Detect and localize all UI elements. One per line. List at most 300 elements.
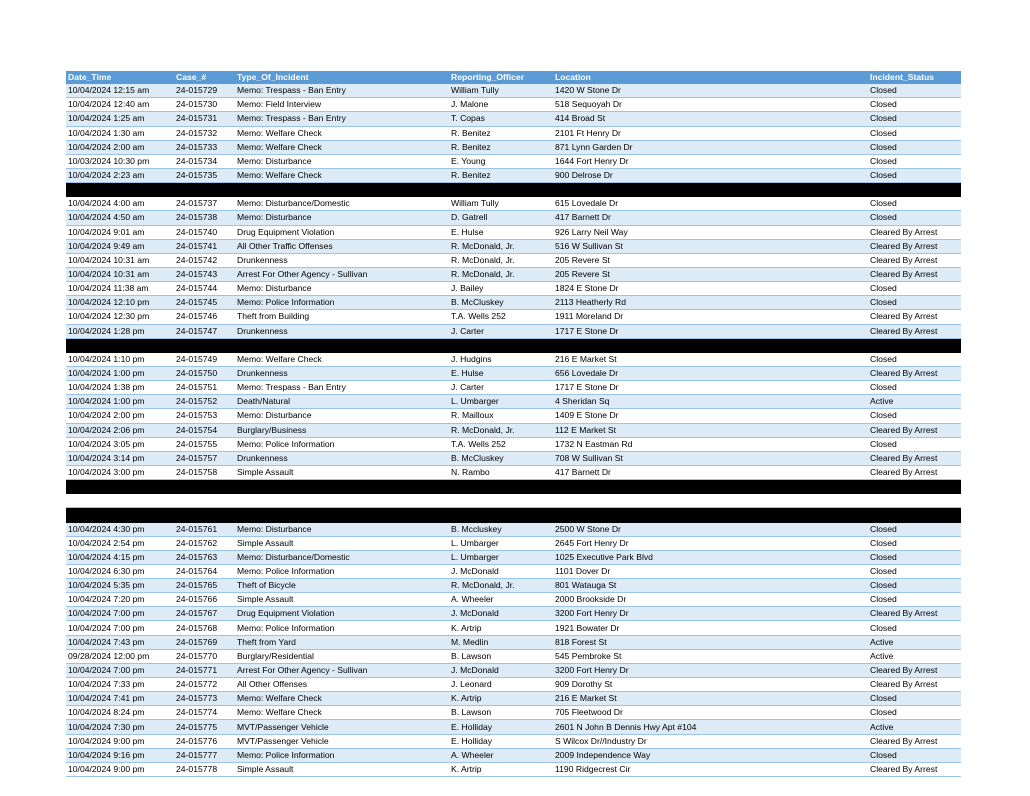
cell-location: 1644 Fort Henry Dr [553, 154, 868, 168]
cell-incident-status: Cleared By Arrest [868, 253, 961, 267]
cell-type-of-incident: Arrest For Other Agency - Sullivan [235, 267, 449, 281]
cell-incident-status: Closed [868, 211, 961, 225]
cell-reporting-officer: A. Wheeler [449, 593, 553, 607]
cell-location: 205 Revere St [553, 253, 868, 267]
cell-location: 216 E Market St [553, 692, 868, 706]
table-row [66, 706, 961, 720]
cell-incident-status: Closed [868, 296, 961, 310]
cell-reporting-officer: R. McDonald, Jr. [449, 579, 553, 593]
table-row [66, 621, 961, 635]
cell-incident-status: Cleared By Arrest [868, 225, 961, 239]
cell-incident-status: Closed [868, 621, 961, 635]
cell-type-of-incident: Theft of Bicycle [235, 579, 449, 593]
cell-location: 4 Sheridan Sq [553, 395, 868, 409]
cell-reporting-officer: L. Umbarger [449, 536, 553, 550]
cell-date-time: 10/04/2024 7:33 pm [66, 678, 174, 692]
cell-reporting-officer: J. Carter [449, 381, 553, 395]
cell-type-of-incident: Drunkenness [235, 366, 449, 380]
cell-reporting-officer: E. Young [449, 154, 553, 168]
cell-case-number: 24-015753 [174, 409, 235, 423]
empty-cell [174, 508, 235, 522]
cell-location: 2101 Ft Henry Dr [553, 126, 868, 140]
cell-case-number: 24-015746 [174, 310, 235, 324]
cell-case-number: 24-015766 [174, 593, 235, 607]
cell-date-time: 10/04/2024 9:49 am [66, 239, 174, 253]
cell-incident-status: Closed [868, 593, 961, 607]
cell-location: 1025 Executive Park Blvd [553, 550, 868, 564]
cell-incident-status: Closed [868, 748, 961, 762]
separator-row [66, 480, 961, 494]
cell-incident-status: Active [868, 395, 961, 409]
empty-cell [449, 508, 553, 522]
cell-case-number: 24-015751 [174, 381, 235, 395]
cell-case-number: 24-015778 [174, 762, 235, 776]
cell-location: 1717 E Stone Dr [553, 324, 868, 338]
cell-incident-status: Cleared By Arrest [868, 607, 961, 621]
cell-incident-status: Cleared By Arrest [868, 267, 961, 281]
cell-incident-status: Cleared By Arrest [868, 465, 961, 479]
cell-case-number: 24-015749 [174, 352, 235, 366]
cell-reporting-officer: William Tully [449, 197, 553, 211]
empty-cell [235, 480, 449, 494]
cell-reporting-officer: R. Benitez [449, 126, 553, 140]
cell-type-of-incident: Drug Equipment Violation [235, 607, 449, 621]
header-row [66, 71, 961, 84]
cell-type-of-incident: Memo: Disturbance [235, 282, 449, 296]
cell-date-time: 10/04/2024 12:10 pm [66, 296, 174, 310]
table-row [66, 168, 961, 182]
cell-location: 656 Lovedale Dr [553, 366, 868, 380]
cell-date-time: 10/04/2024 11:38 am [66, 282, 174, 296]
table-row [66, 748, 961, 762]
cell-reporting-officer: William Tully [449, 84, 553, 98]
cell-reporting-officer: J. Malone [449, 98, 553, 112]
table-row [66, 607, 961, 621]
cell-reporting-officer: J. Bailey [449, 282, 553, 296]
table-row [66, 310, 961, 324]
cell-type-of-incident: Burglary/Residential [235, 649, 449, 663]
cell-incident-status: Closed [868, 140, 961, 154]
empty-cell [553, 480, 868, 494]
cell-reporting-officer: J. McDonald [449, 607, 553, 621]
cell-type-of-incident: Memo: Welfare Check [235, 692, 449, 706]
cell-reporting-officer: J. Carter [449, 324, 553, 338]
cell-case-number: 24-015764 [174, 564, 235, 578]
cell-reporting-officer: T. Copas [449, 112, 553, 126]
cell-incident-status: Cleared By Arrest [868, 366, 961, 380]
cell-type-of-incident: MVT/Passenger Vehicle [235, 720, 449, 734]
cell-date-time: 10/04/2024 7:41 pm [66, 692, 174, 706]
cell-reporting-officer: E. Holliday [449, 734, 553, 748]
table-body [66, 84, 961, 776]
header-location: Location [555, 72, 591, 83]
table-row [66, 381, 961, 395]
cell-case-number: 24-015747 [174, 324, 235, 338]
cell-case-number: 24-015738 [174, 211, 235, 225]
cell-type-of-incident: Memo: Disturbance [235, 522, 449, 536]
cell-location: 2000 Brookside Dr [553, 593, 868, 607]
cell-type-of-incident: Theft from Yard [235, 635, 449, 649]
cell-reporting-officer: E. Holliday [449, 720, 553, 734]
cell-location: 205 Revere St [553, 267, 868, 281]
table-row [66, 267, 961, 281]
cell-reporting-officer: J. Leonard [449, 678, 553, 692]
cell-incident-status: Cleared By Arrest [868, 451, 961, 465]
cell-location: 2601 N John B Dennis Hwy Apt #104 [553, 720, 868, 734]
table-row [66, 692, 961, 706]
cell-date-time: 10/04/2024 7:20 pm [66, 593, 174, 607]
cell-type-of-incident: Death/Natural [235, 395, 449, 409]
cell-incident-status: Closed [868, 154, 961, 168]
cell-incident-status: Cleared By Arrest [868, 324, 961, 338]
cell-date-time: 10/04/2024 7:30 pm [66, 720, 174, 734]
cell-location: 417 Barnett Dr [553, 465, 868, 479]
cell-date-time: 10/04/2024 5:35 pm [66, 579, 174, 593]
header-case-number: Case_# [176, 72, 207, 83]
cell-type-of-incident: Burglary/Business [235, 423, 449, 437]
cell-date-time: 10/03/2024 10:30 pm [66, 154, 174, 168]
cell-type-of-incident: All Other Offenses [235, 678, 449, 692]
empty-cell [868, 480, 961, 494]
cell-case-number: 24-015763 [174, 550, 235, 564]
blank-row [66, 494, 961, 508]
cell-incident-status: Closed [868, 692, 961, 706]
cell-type-of-incident: Memo: Disturbance [235, 409, 449, 423]
cell-type-of-incident: All Other Traffic Offenses [235, 239, 449, 253]
cell-incident-status: Cleared By Arrest [868, 310, 961, 324]
cell-date-time: 10/04/2024 7:00 pm [66, 607, 174, 621]
table-row [66, 720, 961, 734]
cell-date-time: 10/04/2024 3:14 pm [66, 451, 174, 465]
cell-location: 1101 Dover Dr [553, 564, 868, 578]
cell-case-number: 24-015769 [174, 635, 235, 649]
table-row [66, 437, 961, 451]
cell-location: 216 E Market St [553, 352, 868, 366]
cell-reporting-officer: J. McDonald [449, 663, 553, 677]
cell-location: 1190 Ridgecrest Cir [553, 762, 868, 776]
cell-case-number: 24-015744 [174, 282, 235, 296]
table-row [66, 282, 961, 296]
cell-reporting-officer: T.A. Wells 252 [449, 310, 553, 324]
cell-type-of-incident: Memo: Police Information [235, 748, 449, 762]
cell-location: 2009 Independence Way [553, 748, 868, 762]
empty-cell [174, 338, 235, 352]
separator-row [66, 338, 961, 352]
cell-location: 1409 E Stone Dr [553, 409, 868, 423]
cell-location: 3200 Fort Henry Dr [553, 607, 868, 621]
cell-type-of-incident: Drug Equipment Violation [235, 225, 449, 239]
empty-cell [449, 183, 553, 197]
empty-cell [66, 508, 174, 522]
cell-date-time: 10/04/2024 3:00 pm [66, 465, 174, 479]
cell-location: 1824 E Stone Dr [553, 282, 868, 296]
empty-cell [235, 338, 449, 352]
cell-case-number: 24-015750 [174, 366, 235, 380]
cell-type-of-incident: Memo: Disturbance/Domestic [235, 197, 449, 211]
cell-type-of-incident: Memo: Trespass - Ban Entry [235, 112, 449, 126]
cell-case-number: 24-015732 [174, 126, 235, 140]
cell-date-time: 10/04/2024 9:00 pm [66, 734, 174, 748]
cell-reporting-officer: B. Mccluskey [449, 522, 553, 536]
cell-location: 1921 Bowater Dr [553, 621, 868, 635]
cell-location: 516 W Sullivan St [553, 239, 868, 253]
cell-incident-status: Closed [868, 98, 961, 112]
cell-location: 926 Larry Neil Way [553, 225, 868, 239]
cell-case-number: 24-015767 [174, 607, 235, 621]
cell-incident-status: Closed [868, 352, 961, 366]
table-row [66, 649, 961, 663]
cell-type-of-incident: Memo: Police Information [235, 621, 449, 635]
empty-cell [174, 183, 235, 197]
cell-case-number: 24-015730 [174, 98, 235, 112]
empty-cell [174, 494, 235, 508]
cell-incident-status: Closed [868, 536, 961, 550]
cell-location: 909 Dorothy St [553, 678, 868, 692]
cell-incident-status: Closed [868, 550, 961, 564]
cell-date-time: 10/04/2024 1:00 pm [66, 366, 174, 380]
empty-cell [868, 494, 961, 508]
cell-type-of-incident: Memo: Welfare Check [235, 706, 449, 720]
cell-reporting-officer: R. Benitez [449, 140, 553, 154]
cell-type-of-incident: Memo: Welfare Check [235, 140, 449, 154]
cell-location: 1732 N Eastman Rd [553, 437, 868, 451]
cell-reporting-officer: K. Artrip [449, 621, 553, 635]
cell-case-number: 24-015772 [174, 678, 235, 692]
cell-location: S Wilcox Dr//Industry Dr [553, 734, 868, 748]
cell-reporting-officer: R. McDonald, Jr. [449, 267, 553, 281]
cell-date-time: 10/04/2024 2:54 pm [66, 536, 174, 550]
cell-location: 545 Pembroke St [553, 649, 868, 663]
cell-reporting-officer: R. Mailloux [449, 409, 553, 423]
cell-type-of-incident: Memo: Disturbance/Domestic [235, 550, 449, 564]
cell-date-time: 10/04/2024 1:10 pm [66, 352, 174, 366]
cell-location: 1717 E Stone Dr [553, 381, 868, 395]
cell-reporting-officer: J. McDonald [449, 564, 553, 578]
cell-date-time: 10/04/2024 9:00 pm [66, 762, 174, 776]
cell-case-number: 24-015735 [174, 168, 235, 182]
cell-reporting-officer: R. McDonald, Jr. [449, 423, 553, 437]
cell-case-number: 24-015777 [174, 748, 235, 762]
cell-incident-status: Active [868, 649, 961, 663]
cell-date-time: 10/04/2024 6:30 pm [66, 564, 174, 578]
cell-reporting-officer: R. Benitez [449, 168, 553, 182]
cell-location: 414 Broad St [553, 112, 868, 126]
cell-location: 900 Delrose Dr [553, 168, 868, 182]
cell-reporting-officer: K. Artrip [449, 692, 553, 706]
table-row [66, 550, 961, 564]
cell-type-of-incident: Drunkenness [235, 324, 449, 338]
cell-date-time: 10/04/2024 2:23 am [66, 168, 174, 182]
cell-reporting-officer: R. McDonald, Jr. [449, 253, 553, 267]
cell-date-time: 10/04/2024 8:24 pm [66, 706, 174, 720]
cell-case-number: 24-015758 [174, 465, 235, 479]
cell-case-number: 24-015776 [174, 734, 235, 748]
cell-location: 417 Barnett Dr [553, 211, 868, 225]
header-incident-status: Incident_Status [870, 72, 934, 83]
cell-date-time: 10/04/2024 7:43 pm [66, 635, 174, 649]
cell-incident-status: Active [868, 720, 961, 734]
cell-type-of-incident: Arrest For Other Agency - Sullivan [235, 663, 449, 677]
header-reporting-officer: Reporting_Officer [451, 72, 525, 83]
cell-incident-status: Closed [868, 197, 961, 211]
cell-date-time: 10/04/2024 1:38 pm [66, 381, 174, 395]
cell-incident-status: Closed [868, 409, 961, 423]
cell-incident-status: Closed [868, 126, 961, 140]
table-row [66, 762, 961, 776]
empty-cell [235, 494, 449, 508]
cell-location: 705 Fleetwood Dr [553, 706, 868, 720]
cell-case-number: 24-015774 [174, 706, 235, 720]
cell-type-of-incident: Memo: Welfare Check [235, 352, 449, 366]
cell-incident-status: Active [868, 635, 961, 649]
cell-location: 518 Sequoyah Dr [553, 98, 868, 112]
table-row [66, 140, 961, 154]
cell-type-of-incident: Memo: Police Information [235, 296, 449, 310]
cell-type-of-incident: Drunkenness [235, 253, 449, 267]
cell-case-number: 24-015742 [174, 253, 235, 267]
cell-case-number: 24-015768 [174, 621, 235, 635]
cell-case-number: 24-015762 [174, 536, 235, 550]
cell-reporting-officer: T.A. Wells 252 [449, 437, 553, 451]
table-row [66, 126, 961, 140]
cell-location: 818 Forest St [553, 635, 868, 649]
empty-cell [449, 338, 553, 352]
table-row [66, 635, 961, 649]
cell-date-time: 10/04/2024 9:16 pm [66, 748, 174, 762]
cell-type-of-incident: Memo: Disturbance [235, 211, 449, 225]
table-row [66, 197, 961, 211]
cell-date-time: 10/04/2024 10:31 am [66, 253, 174, 267]
cell-reporting-officer: K. Artrip [449, 762, 553, 776]
cell-reporting-officer: B. McCluskey [449, 451, 553, 465]
cell-location: 1420 W Stone Dr [553, 84, 868, 98]
cell-reporting-officer: B. McCluskey [449, 296, 553, 310]
cell-location: 2113 Heatherly Rd [553, 296, 868, 310]
cell-type-of-incident: Memo: Police Information [235, 564, 449, 578]
header-type-of-incident: Type_Of_Incident [237, 72, 309, 83]
cell-case-number: 24-015734 [174, 154, 235, 168]
table-row [66, 253, 961, 267]
cell-case-number: 24-015737 [174, 197, 235, 211]
cell-incident-status: Cleared By Arrest [868, 762, 961, 776]
cell-case-number: 24-015752 [174, 395, 235, 409]
cell-incident-status: Cleared By Arrest [868, 678, 961, 692]
empty-cell [449, 480, 553, 494]
empty-cell [553, 508, 868, 522]
cell-date-time: 10/04/2024 2:06 pm [66, 423, 174, 437]
cell-reporting-officer: B. Lawson [449, 706, 553, 720]
empty-cell [553, 494, 868, 508]
cell-type-of-incident: Theft from Building [235, 310, 449, 324]
cell-reporting-officer: L. Umbarger [449, 395, 553, 409]
empty-cell [174, 480, 235, 494]
cell-reporting-officer: B. Lawson [449, 649, 553, 663]
cell-date-time: 10/04/2024 10:31 am [66, 267, 174, 281]
cell-case-number: 24-015729 [174, 84, 235, 98]
cell-incident-status: Closed [868, 522, 961, 536]
cell-type-of-incident: Drunkenness [235, 451, 449, 465]
cell-case-number: 24-015745 [174, 296, 235, 310]
cell-incident-status: Closed [868, 437, 961, 451]
cell-location: 3200 Fort Henry Dr [553, 663, 868, 677]
table-row [66, 352, 961, 366]
cell-date-time: 10/04/2024 4:00 am [66, 197, 174, 211]
cell-case-number: 24-015757 [174, 451, 235, 465]
table-row [66, 395, 961, 409]
table-row [66, 409, 961, 423]
cell-date-time: 10/04/2024 7:00 pm [66, 663, 174, 677]
cell-incident-status: Closed [868, 112, 961, 126]
cell-incident-status: Cleared By Arrest [868, 423, 961, 437]
cell-type-of-incident: Memo: Trespass - Ban Entry [235, 381, 449, 395]
cell-reporting-officer: E. Hulse [449, 366, 553, 380]
cell-case-number: 24-015741 [174, 239, 235, 253]
cell-location: 708 W Sullivan St [553, 451, 868, 465]
empty-cell [553, 183, 868, 197]
cell-type-of-incident: Memo: Welfare Check [235, 126, 449, 140]
cell-incident-status: Cleared By Arrest [868, 734, 961, 748]
empty-cell [449, 494, 553, 508]
cell-date-time: 10/04/2024 4:50 am [66, 211, 174, 225]
cell-reporting-officer: D. Gatrell [449, 211, 553, 225]
cell-date-time: 10/04/2024 1:25 am [66, 112, 174, 126]
cell-date-time: 10/04/2024 7:00 pm [66, 621, 174, 635]
separator-row [66, 183, 961, 197]
cell-date-time: 10/04/2024 12:15 am [66, 84, 174, 98]
table-row [66, 564, 961, 578]
table-row [66, 225, 961, 239]
table-row [66, 239, 961, 253]
cell-type-of-incident: Memo: Welfare Check [235, 168, 449, 182]
cell-case-number: 24-015754 [174, 423, 235, 437]
cell-type-of-incident: Simple Assault [235, 762, 449, 776]
table-row [66, 84, 961, 98]
cell-reporting-officer: R. McDonald, Jr. [449, 239, 553, 253]
cell-incident-status: Closed [868, 706, 961, 720]
cell-case-number: 24-015770 [174, 649, 235, 663]
empty-cell [235, 183, 449, 197]
cell-reporting-officer: A. Wheeler [449, 748, 553, 762]
cell-reporting-officer: J. Hudgins [449, 352, 553, 366]
cell-type-of-incident: Simple Assault [235, 593, 449, 607]
empty-cell [868, 183, 961, 197]
cell-date-time: 10/04/2024 12:30 pm [66, 310, 174, 324]
table-row [66, 451, 961, 465]
empty-cell [868, 338, 961, 352]
cell-date-time: 10/04/2024 2:00 pm [66, 409, 174, 423]
cell-case-number: 24-015740 [174, 225, 235, 239]
table-row [66, 522, 961, 536]
cell-date-time: 10/04/2024 4:15 pm [66, 550, 174, 564]
empty-cell [553, 338, 868, 352]
cell-location: 1911 Moreland Dr [553, 310, 868, 324]
table-row [66, 465, 961, 479]
cell-type-of-incident: MVT/Passenger Vehicle [235, 734, 449, 748]
cell-incident-status: Cleared By Arrest [868, 239, 961, 253]
cell-location: 801 Watauga St [553, 579, 868, 593]
cell-date-time: 10/04/2024 9:01 am [66, 225, 174, 239]
separator-row [66, 508, 961, 522]
empty-cell [66, 494, 174, 508]
cell-case-number: 24-015755 [174, 437, 235, 451]
table-row [66, 593, 961, 607]
cell-case-number: 24-015733 [174, 140, 235, 154]
table-row [66, 154, 961, 168]
cell-date-time: 10/04/2024 1:00 pm [66, 395, 174, 409]
empty-cell [868, 508, 961, 522]
cell-reporting-officer: L. Umbarger [449, 550, 553, 564]
cell-case-number: 24-015761 [174, 522, 235, 536]
